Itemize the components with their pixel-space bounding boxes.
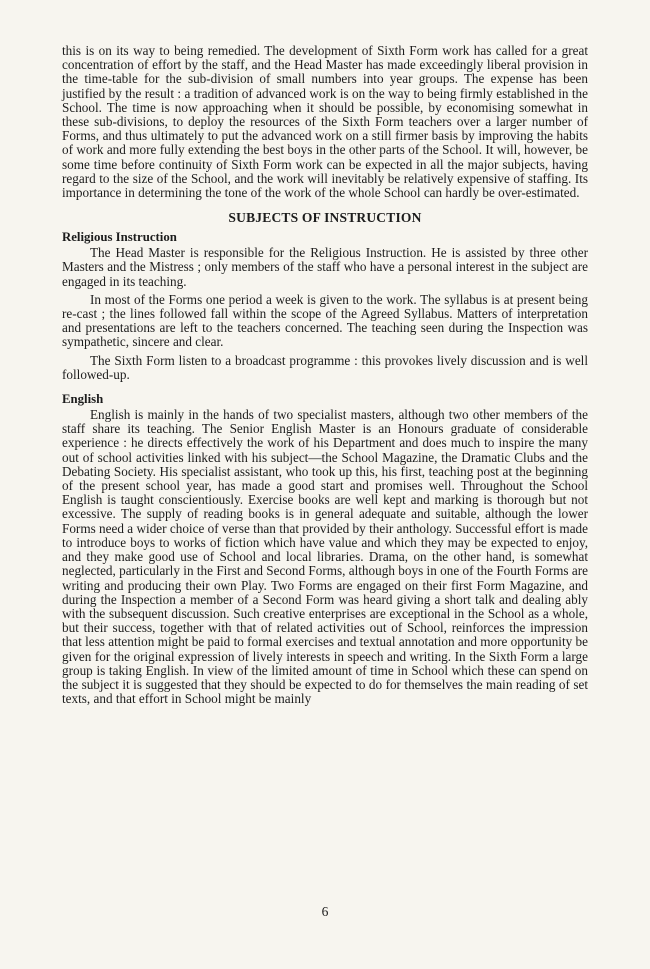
religious-paragraph-3: The Sixth Form listen to a broadcast programme : this provokes lively discussion and is well followed-up. (62, 352, 588, 382)
english-heading: English (62, 392, 104, 407)
page-number: 6 (321, 904, 329, 919)
english-paragraph: English is mainly in the hands of two specialist masters, although two other members of the staff share its teaching. The Senior English Master is an Honours graduate of considerable experience : he directs effectively the work of his Department and does much to inspire the many out of school activities linked with his subject—the School Magazine, the Dramatic Clubs and the Debating Society. His specialist assistant, who took up this, his first, teaching post at the beginning of the present school year, has made a good start and promises well. Throughout the School English is taught conscientiously. Exercise books are well kept and marking is thorough but not excessive. The supply of reading books is in general adequate and suitable, although the lower Forms need a wider choice of verse than that provided by their anthology. Successful effort is made to introduce boys to works of fiction which have value and which they may be expected to enjoy, and they make good use of School and local libraries. Drama, on the other hand, is somewhat neglected, particularly in the First and Second Forms, although boys in one of the Fourth Forms are writing and producing their own Play. Two Forms are engaged on their first Form Magazine, and during the Inspection a member of a Second Form was heard giving a short talk and dealing ably with the subsequent discussion. Such creative enterprises are exceptional in the School as a whole, but their success, together with that of related activities out of School, reinforces the impression that less attention might be paid to formal exercises and textual annotation and more opportunity be given for the original expression of lively interests in speech and writing. In the Sixth Form a large group is taking English. In view of the limited amount of time in School which these can spend on the subject it is suggested that they should be expected to do for themselves the main reading of set texts, and that effort in School might be mainly (62, 407, 588, 707)
continuation-paragraph: this is on its way to being remedied. The development of Sixth Form work has called for a great concentration of effort by the staff, and the Head Master has made exceedingly liberal provision in the time-table for the sub-division of small numbers into year groups. The expense has been justified by the result : a tradition of advanced work is on the way to being firmly established in the School. The time is now approaching when it should be possible, by economising somewhat in these sub-divisions, to deploy the resources of the Sixth Form teachers over a larger number of Forms, and thus ultimately to put the advanced work on a still firmer basis by improving the habits of work and more fully extending the best boys in the other parts of the School. It will, however, be some time before continuity of Sixth Form work can be expected in all the major subjects, having regard to the size of the School, and the work will inevitably be relatively expensive of staffing. Its importance in determining the tone of the work of the whole School can hardly be over-estimated. (62, 43, 588, 201)
religious-paragraph-1: The Head Master is responsible for the Religious Instruction. He is assisted by three other Masters and the Mistress ; only members of the staff who have a personal interest in the subject are engaged in its teaching. (62, 245, 588, 289)
religious-paragraph-2: In most of the Forms one period a week is given to the work. The syllabus is at present being re-cast ; the lines followed fall within the scope of the Agreed Syllabus. Matters of interpretation and presentations are left to the teachers concerned. The teaching seen during the Inspection was sympathetic, sincere and clear. (62, 291, 588, 350)
religious-instruction-heading: Religious Instruction (62, 230, 177, 245)
section-title: SUBJECTS OF INSTRUCTION (228, 210, 422, 226)
